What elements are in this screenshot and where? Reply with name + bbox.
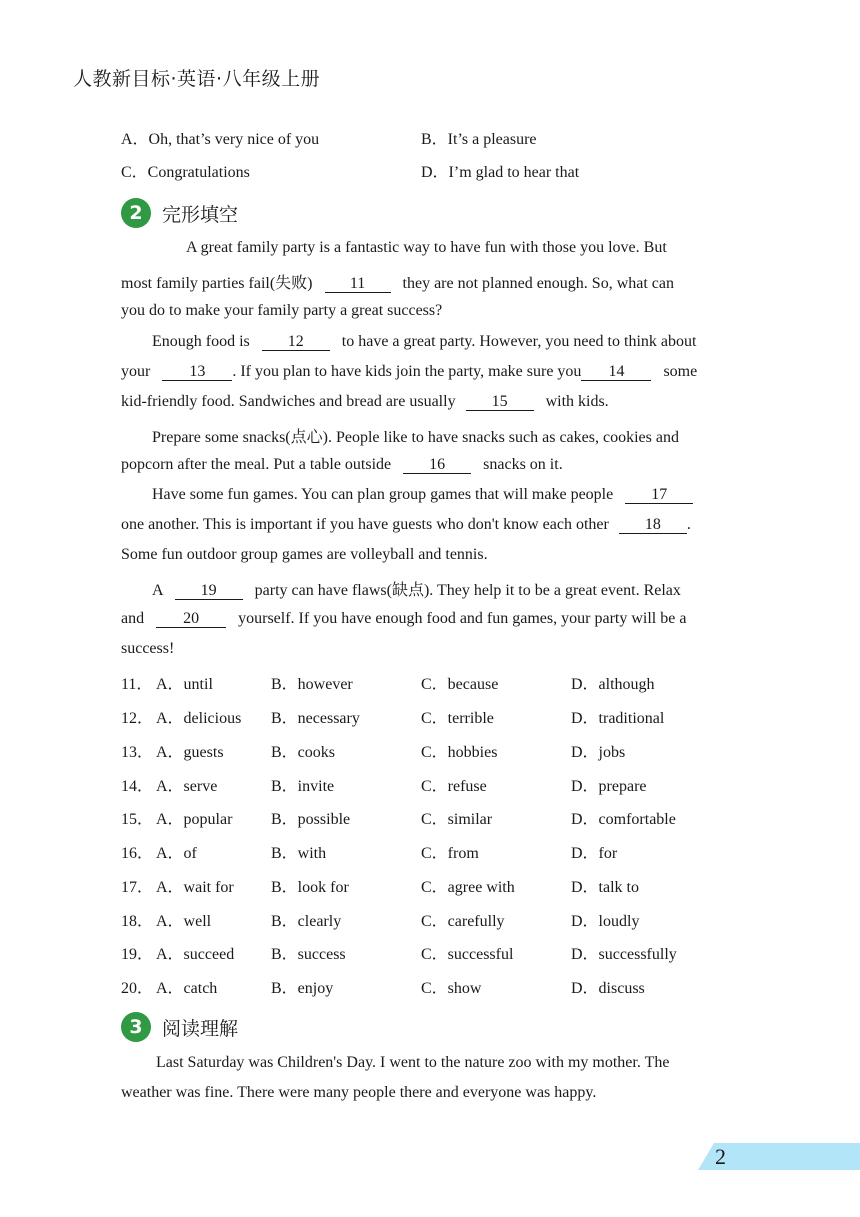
option-a: A．serve bbox=[156, 778, 218, 795]
option-d: D．comfortable bbox=[571, 811, 676, 828]
text: kid-friendly food. Sandwiches and bread are usually bbox=[121, 393, 456, 410]
text: yourself. If you have enough food and fun games, your party will be a bbox=[238, 610, 687, 627]
passage-line bbox=[121, 270, 674, 293]
passage-line bbox=[152, 333, 696, 351]
text: snacks on it. bbox=[483, 456, 563, 473]
question-number: 19． bbox=[121, 946, 154, 963]
section-title: 阅读理解 bbox=[162, 1017, 239, 1040]
question-number: 18． bbox=[121, 913, 154, 930]
book-header: 人教新目标·英语·八年级上册 bbox=[73, 68, 321, 90]
option-d: D．although bbox=[571, 676, 655, 693]
section-title: 完形填空 bbox=[162, 203, 239, 226]
blank-14: 14 bbox=[581, 364, 651, 381]
text: . bbox=[686, 516, 691, 533]
passage-line bbox=[152, 486, 693, 504]
option-d: D．loudly bbox=[571, 913, 640, 930]
section-2-heading bbox=[121, 198, 238, 228]
text: A bbox=[152, 582, 163, 599]
text: one another. This is important if you have guests who don't know each other bbox=[121, 516, 609, 533]
option-c: C．similar bbox=[421, 811, 493, 828]
option-b: B．enjoy bbox=[271, 980, 334, 997]
text: . If you plan to have kids join the party, make sure you bbox=[232, 363, 582, 380]
option-d: D．for bbox=[571, 845, 618, 862]
blank-13: 13 bbox=[162, 364, 232, 381]
option-c: C．from bbox=[421, 845, 479, 862]
option-d: D．prepare bbox=[571, 778, 647, 795]
option-a: A．delicious bbox=[156, 710, 242, 727]
passage-line bbox=[121, 610, 686, 628]
passage-line bbox=[121, 393, 609, 411]
text: some bbox=[663, 363, 698, 380]
passage-line: you do to make your family party a great success? bbox=[121, 302, 443, 319]
question-number: 17． bbox=[121, 879, 154, 896]
text: with kids. bbox=[545, 393, 609, 410]
option-b: B．invite bbox=[271, 778, 335, 795]
option-c: C．hobbies bbox=[421, 744, 498, 761]
text: and bbox=[121, 610, 145, 627]
passage-line: success! bbox=[121, 640, 175, 657]
question-number: 20． bbox=[121, 980, 154, 997]
option-d: D．talk to bbox=[571, 879, 639, 896]
option-c: C．terrible bbox=[421, 710, 494, 727]
blank-17: 17 bbox=[625, 487, 693, 504]
blank-15: 15 bbox=[466, 394, 534, 411]
option-c: C．successful bbox=[421, 946, 514, 963]
option-d: D．I’m glad to hear that bbox=[421, 164, 580, 181]
passage-line bbox=[152, 577, 681, 600]
option-a: A．wait for bbox=[156, 879, 234, 896]
option-b: B．however bbox=[271, 676, 353, 693]
option-b: B．possible bbox=[271, 811, 351, 828]
question-number: 15． bbox=[121, 811, 154, 828]
passage-line bbox=[121, 516, 691, 534]
question-number: 11． bbox=[121, 676, 153, 693]
option-a: A．until bbox=[156, 676, 213, 693]
text: party can have flaws(缺点). They help it to be a great event. Relax bbox=[254, 582, 681, 599]
text: they are not planned enough. So, what can bbox=[402, 275, 674, 292]
option-d: D．jobs bbox=[571, 744, 626, 761]
option-b: B．with bbox=[271, 845, 327, 862]
option-b: B．It’s a pleasure bbox=[421, 131, 537, 148]
passage-line bbox=[121, 363, 697, 381]
blank-12: 12 bbox=[262, 334, 330, 351]
option-c: C．because bbox=[421, 676, 499, 693]
option-b: B．cooks bbox=[271, 744, 336, 761]
text: most family parties fail(失败) bbox=[121, 275, 313, 292]
reading-line: Last Saturday was Children's Day. I went to the nature zoo with my mother. The bbox=[156, 1054, 670, 1071]
text: popcorn after the meal. Put a table outside bbox=[121, 456, 392, 473]
blank-20: 20 bbox=[156, 611, 226, 628]
blank-16: 16 bbox=[403, 457, 471, 474]
option-b: B．necessary bbox=[271, 710, 360, 727]
option-c: C．refuse bbox=[421, 778, 487, 795]
option-a: A．succeed bbox=[156, 946, 235, 963]
option-b: B．clearly bbox=[271, 913, 342, 930]
section-number-badge: 2 bbox=[121, 198, 151, 228]
question-number: 13． bbox=[121, 744, 154, 761]
option-c: C．show bbox=[421, 980, 482, 997]
option-a: A．of bbox=[156, 845, 197, 862]
passage-line: Some fun outdoor group games are volleyball and tennis. bbox=[121, 546, 488, 563]
question-number: 14． bbox=[121, 778, 154, 795]
option-d: D．successfully bbox=[571, 946, 677, 963]
option-d: D．traditional bbox=[571, 710, 665, 727]
option-a: A．guests bbox=[156, 744, 224, 761]
option-a: A．well bbox=[156, 913, 212, 930]
section-number-badge: 3 bbox=[121, 1012, 151, 1042]
section-3-heading bbox=[121, 1012, 238, 1042]
page-number: 2 bbox=[715, 1144, 726, 1169]
blank-11: 11 bbox=[325, 276, 391, 293]
passage-line: Prepare some snacks(点心). People like to have snacks such as cakes, cookies and bbox=[152, 429, 679, 446]
option-b: B．success bbox=[271, 946, 346, 963]
option-c: C．agree with bbox=[421, 879, 515, 896]
option-a: A．popular bbox=[156, 811, 233, 828]
text: Enough food is bbox=[152, 333, 250, 350]
question-number: 16． bbox=[121, 845, 154, 862]
option-a: A．catch bbox=[156, 980, 218, 997]
blank-18: 18 bbox=[619, 517, 687, 534]
option-a: A．Oh, that’s very nice of you bbox=[121, 131, 320, 148]
text: to have a great party. However, you need to think about bbox=[341, 333, 697, 350]
option-c: C．carefully bbox=[421, 913, 505, 930]
blank-19: 19 bbox=[175, 583, 243, 600]
passage-line: A great family party is a fantastic way to have fun with those you love. But bbox=[186, 239, 667, 256]
option-b: B．look for bbox=[271, 879, 349, 896]
passage-line bbox=[121, 456, 563, 474]
reading-line: weather was fine. There were many people there and everyone was happy. bbox=[121, 1084, 597, 1101]
text: your bbox=[121, 363, 151, 380]
option-c: C．Congratulations bbox=[121, 164, 250, 181]
option-d: D．discuss bbox=[571, 980, 645, 997]
text: Have some fun games. You can plan group games that will make people bbox=[152, 486, 614, 503]
question-number: 12． bbox=[121, 710, 154, 727]
